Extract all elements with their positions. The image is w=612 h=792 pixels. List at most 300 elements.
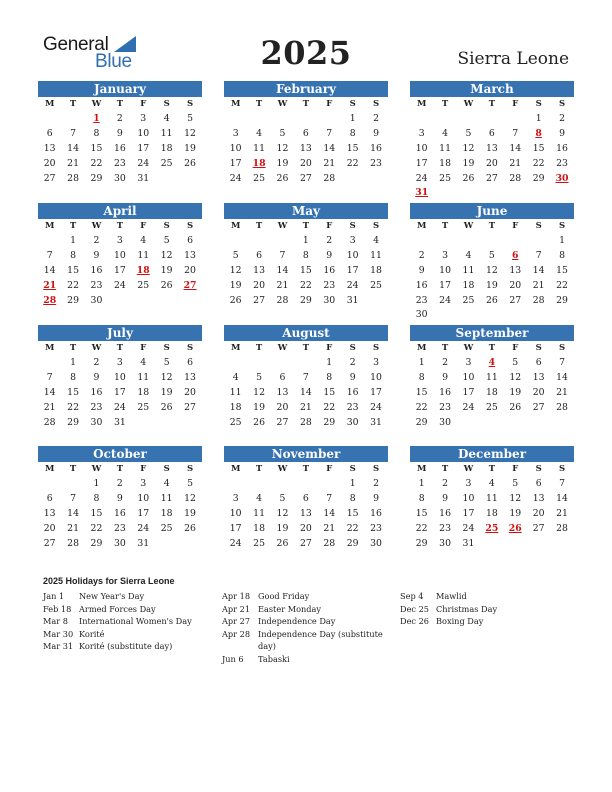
weekday-label: S (535, 343, 542, 353)
empty-cell (457, 233, 480, 248)
day-cell: 22 (299, 279, 312, 291)
day-cell: 17 (439, 279, 451, 291)
logo-blue-text: Blue (95, 51, 132, 72)
weekday-label: F (326, 464, 333, 474)
day-cell: 26 (184, 522, 196, 534)
day-cell: 6 (488, 127, 495, 139)
day-cell: 29 (415, 416, 428, 428)
day-cell: 7 (279, 249, 286, 261)
holiday-row (400, 590, 570, 603)
day-cell: 23 (556, 157, 568, 169)
day-cell: 2 (373, 478, 379, 489)
day-cell: 9 (418, 264, 425, 276)
day-cell: 4 (140, 357, 147, 368)
empty-cell (271, 476, 294, 491)
day-cell: 12 (160, 371, 173, 383)
day-cell: 9 (373, 127, 379, 139)
empty-cell (294, 111, 317, 126)
day-cell: 29 (323, 416, 336, 428)
day-cell: 2 (442, 357, 449, 368)
day-cell: 21 (323, 522, 336, 534)
day-cell: 15 (323, 386, 336, 398)
day-grid (38, 97, 202, 185)
day-cell: 6 (46, 127, 53, 139)
day-cell: 2 (373, 113, 379, 124)
weekday-label: M (230, 343, 241, 353)
day-cell: 26 (229, 294, 242, 306)
day-cell: 30 (90, 294, 103, 306)
day-cell: 8 (418, 492, 425, 504)
holiday-row (43, 615, 213, 628)
holiday-day: 30 (555, 172, 569, 184)
day-cell: 21 (299, 401, 312, 413)
day-cell: 16 (323, 264, 336, 276)
weekday-label: T (441, 343, 449, 353)
weekday-label: M (416, 99, 427, 109)
empty-cell (224, 233, 247, 248)
day-cell: 25 (160, 157, 173, 169)
day-cell: 31 (137, 537, 150, 549)
empty-cell (504, 111, 527, 126)
day-cell: 24 (462, 522, 475, 534)
day-cell: 21 (323, 157, 336, 169)
day-cell: 7 (70, 127, 77, 139)
weekday-label: T (302, 343, 310, 353)
day-cell: 4 (256, 492, 263, 504)
month-august (224, 325, 388, 429)
day-cell: 16 (556, 142, 568, 154)
day-cell: 16 (439, 386, 451, 398)
empty-cell (247, 476, 270, 491)
day-cell: 17 (113, 386, 126, 398)
day-cell: 10 (415, 142, 428, 154)
day-cell: 19 (509, 507, 522, 519)
day-cell: 11 (137, 371, 150, 383)
day-cell: 8 (302, 249, 309, 261)
day-cell: 13 (276, 386, 289, 398)
day-cell: 31 (137, 172, 150, 184)
day-cell: 28 (276, 294, 289, 306)
day-cell: 24 (229, 172, 242, 184)
weekday-label: S (349, 221, 356, 231)
weekday-label: W (463, 343, 474, 353)
weekday-label: W (463, 99, 474, 109)
day-cell: 26 (160, 401, 173, 413)
holiday-day: 25 (485, 522, 499, 534)
day-cell: 15 (532, 142, 545, 154)
day-cell: 23 (90, 401, 103, 413)
day-cell: 30 (415, 309, 428, 321)
day-cell: 22 (415, 522, 428, 534)
weekday-label: T (116, 221, 124, 231)
weekday-label: M (416, 343, 427, 353)
month-february (224, 81, 388, 185)
empty-cell (271, 111, 294, 126)
weekday-label: S (558, 221, 566, 231)
day-cell: 2 (93, 357, 100, 368)
day-cell: 8 (559, 249, 565, 261)
day-cell: 10 (370, 371, 382, 383)
day-cell: 24 (229, 537, 242, 549)
day-cell: 20 (532, 386, 545, 398)
month-header: May (224, 203, 388, 219)
day-grid (410, 462, 574, 550)
empty-cell (61, 111, 84, 126)
day-cell: 19 (276, 522, 289, 534)
day-cell: 7 (302, 371, 309, 383)
day-cell: 17 (229, 157, 242, 169)
day-cell: 25 (439, 172, 451, 184)
weekday-label: M (416, 464, 427, 474)
day-cell: 5 (279, 492, 286, 504)
day-cell: 21 (67, 157, 79, 169)
day-cell: 14 (556, 492, 568, 504)
day-cell: 17 (137, 507, 150, 519)
day-cell: 29 (67, 294, 79, 306)
day-cell: 7 (46, 371, 53, 383)
day-cell: 2 (116, 113, 123, 124)
day-cell: 20 (509, 279, 522, 291)
day-grid (38, 341, 202, 429)
day-cell: 17 (346, 264, 359, 276)
day-cell: 28 (299, 416, 312, 428)
day-cell: 14 (323, 507, 336, 519)
empty-cell (318, 476, 341, 491)
day-cell: 22 (67, 401, 79, 413)
holiday-day: 28 (43, 294, 57, 306)
holiday-column (400, 590, 570, 628)
day-cell: 15 (556, 264, 568, 276)
day-cell: 11 (253, 507, 265, 519)
day-cell: 1 (418, 357, 425, 368)
day-cell: 27 (509, 294, 522, 306)
day-cell: 2 (418, 249, 425, 261)
weekday-label: T (302, 221, 310, 231)
holiday-date: Mar 30 (43, 628, 74, 639)
day-cell: 15 (90, 507, 103, 519)
day-cell: 26 (276, 172, 289, 184)
day-cell: 23 (113, 157, 126, 169)
weekday-label: S (558, 464, 566, 474)
day-cell: 14 (43, 386, 56, 398)
day-cell: 4 (140, 235, 147, 246)
day-cell: 11 (439, 142, 451, 154)
weekday-label: S (349, 464, 356, 474)
empty-cell (294, 355, 317, 370)
day-grid (410, 97, 574, 200)
holiday-name: Independence Day (258, 616, 336, 626)
holiday-day: 26 (508, 522, 522, 534)
day-cell: 22 (67, 279, 79, 291)
day-cell: 9 (116, 492, 123, 504)
day-cell: 13 (532, 371, 545, 383)
day-cell: 28 (67, 537, 79, 549)
day-cell: 23 (415, 294, 428, 306)
weekday-label: W (91, 99, 102, 109)
weekday-label: W (91, 343, 102, 353)
day-cell: 4 (373, 235, 379, 246)
empty-cell (480, 233, 503, 248)
day-cell: 27 (299, 172, 312, 184)
day-cell: 4 (465, 249, 472, 261)
day-cell: 10 (113, 371, 126, 383)
day-cell: 25 (462, 294, 475, 306)
day-grid (224, 462, 388, 550)
day-cell: 9 (326, 249, 333, 261)
month-header: September (410, 325, 574, 341)
day-cell: 9 (349, 371, 356, 383)
day-cell: 10 (439, 264, 451, 276)
day-cell: 25 (370, 279, 382, 291)
day-cell: 13 (532, 492, 545, 504)
day-cell: 22 (532, 157, 545, 169)
day-grid (224, 97, 388, 185)
weekday-label: M (44, 99, 55, 109)
day-cell: 14 (276, 264, 289, 276)
weekday-label: F (326, 99, 333, 109)
day-cell: 2 (116, 478, 123, 489)
month-may (224, 203, 388, 307)
weekday-label: S (558, 99, 566, 109)
month-header: November (224, 446, 388, 462)
day-cell: 1 (70, 357, 77, 368)
day-cell: 26 (509, 401, 522, 413)
day-cell: 12 (276, 142, 289, 154)
day-cell: 14 (43, 264, 56, 276)
weekday-label: W (277, 343, 288, 353)
month-header: June (410, 203, 574, 219)
day-cell: 18 (370, 264, 382, 276)
country-name: Sierra Leone (457, 49, 569, 69)
day-cell: 14 (67, 142, 79, 154)
day-cell: 5 (465, 127, 472, 139)
day-cell: 28 (43, 416, 56, 428)
day-cell: 24 (113, 279, 126, 291)
empty-cell (410, 233, 433, 248)
weekday-label: M (44, 221, 55, 231)
day-cell: 3 (373, 357, 379, 368)
weekday-label: S (163, 464, 170, 474)
day-cell: 5 (279, 127, 286, 139)
day-cell: 24 (137, 157, 150, 169)
weekday-label: F (140, 464, 147, 474)
day-cell: 1 (349, 478, 356, 489)
day-cell: 13 (184, 249, 196, 261)
empty-cell (247, 111, 270, 126)
day-cell: 13 (509, 264, 522, 276)
weekday-label: S (186, 221, 194, 231)
day-cell: 2 (559, 113, 565, 124)
empty-cell (247, 355, 270, 370)
day-cell: 13 (299, 142, 312, 154)
day-cell: 12 (184, 127, 196, 139)
weekday-label: F (140, 99, 147, 109)
day-cell: 5 (512, 478, 519, 489)
day-cell: 4 (163, 113, 170, 124)
day-cell: 28 (532, 294, 545, 306)
empty-cell (38, 355, 61, 370)
day-cell: 12 (485, 264, 498, 276)
day-cell: 31 (113, 416, 126, 428)
month-december (410, 446, 574, 550)
day-cell: 8 (70, 249, 77, 261)
day-cell: 21 (532, 279, 545, 291)
day-cell: 20 (276, 401, 289, 413)
weekday-label: T (441, 221, 449, 231)
day-cell: 12 (462, 142, 475, 154)
day-cell: 20 (184, 386, 196, 398)
day-cell: 20 (485, 157, 498, 169)
day-cell: 23 (439, 522, 451, 534)
day-cell: 22 (90, 522, 103, 534)
day-cell: 12 (276, 507, 289, 519)
day-cell: 1 (302, 235, 309, 246)
day-cell: 16 (90, 264, 103, 276)
day-grid (410, 219, 574, 322)
day-cell: 12 (253, 386, 265, 398)
day-cell: 1 (349, 113, 356, 124)
day-cell: 19 (160, 386, 173, 398)
day-cell: 16 (370, 142, 382, 154)
day-cell: 12 (509, 492, 522, 504)
day-cell: 30 (113, 172, 126, 184)
holiday-name: Boxing Day (436, 616, 484, 626)
holiday-name: Armed Forces Day (79, 603, 156, 614)
weekday-label: M (44, 343, 55, 353)
day-cell: 7 (326, 492, 333, 504)
day-cell: 11 (485, 371, 498, 383)
day-cell: 18 (160, 142, 173, 154)
weekday-label: T (116, 343, 124, 353)
empty-cell (247, 233, 270, 248)
day-cell: 5 (163, 357, 170, 368)
holiday-name: Independence Day (substitute day) (258, 628, 383, 651)
day-cell: 8 (326, 371, 333, 383)
day-cell: 6 (256, 249, 263, 261)
day-cell: 27 (253, 294, 265, 306)
empty-cell (527, 233, 550, 248)
day-cell: 19 (462, 157, 475, 169)
day-cell: 31 (346, 294, 359, 306)
day-cell: 6 (535, 357, 542, 368)
month-header: October (38, 446, 202, 462)
weekday-label: T (255, 99, 263, 109)
day-cell: 5 (232, 249, 239, 261)
day-cell: 2 (326, 235, 333, 246)
day-cell: 1 (559, 235, 565, 246)
day-cell: 10 (462, 492, 475, 504)
weekday-label: W (463, 221, 474, 231)
month-march (410, 81, 574, 200)
day-cell: 30 (90, 416, 103, 428)
holiday-row (222, 603, 392, 616)
weekday-label: M (44, 464, 55, 474)
day-cell: 29 (346, 537, 359, 549)
day-cell: 30 (113, 537, 126, 549)
day-cell: 25 (229, 416, 242, 428)
day-cell: 12 (229, 264, 242, 276)
day-cell: 26 (160, 279, 173, 291)
day-cell: 7 (559, 478, 565, 489)
weekday-label: S (163, 221, 170, 231)
day-cell: 21 (556, 386, 568, 398)
day-cell: 29 (532, 172, 545, 184)
day-cell: 18 (253, 522, 265, 534)
weekday-label: T (69, 343, 77, 353)
day-cell: 3 (442, 249, 449, 261)
day-cell: 13 (253, 264, 265, 276)
day-cell: 16 (439, 507, 451, 519)
page-title-year: 2025 (260, 34, 352, 72)
holiday-row (43, 590, 213, 603)
holiday-row (222, 653, 392, 666)
empty-cell (318, 111, 341, 126)
empty-cell (271, 355, 294, 370)
empty-cell (410, 111, 433, 126)
day-cell: 9 (373, 492, 379, 504)
day-cell: 26 (253, 416, 265, 428)
day-cell: 29 (299, 294, 312, 306)
day-cell: 24 (346, 279, 359, 291)
weekday-label: T (255, 221, 263, 231)
holiday-day: 18 (136, 264, 150, 276)
day-cell: 9 (93, 371, 100, 383)
holiday-row (400, 615, 570, 628)
weekday-label: S (535, 464, 542, 474)
day-cell: 27 (485, 172, 498, 184)
day-cell: 14 (509, 142, 522, 154)
weekday-label: F (512, 464, 519, 474)
day-cell: 27 (276, 416, 289, 428)
day-cell: 8 (349, 492, 356, 504)
day-cell: 30 (323, 294, 336, 306)
day-cell: 15 (67, 264, 79, 276)
day-cell: 20 (299, 157, 312, 169)
day-cell: 3 (349, 235, 356, 246)
day-cell: 3 (140, 113, 147, 124)
weekday-label: T (116, 99, 124, 109)
holiday-row (43, 603, 213, 616)
holiday-date: Feb 18 (43, 603, 72, 614)
day-cell: 29 (90, 172, 103, 184)
holiday-date: Dec 25 (400, 603, 430, 614)
day-cell: 2 (349, 357, 356, 368)
day-cell: 24 (370, 401, 382, 413)
day-cell: 28 (323, 537, 336, 549)
day-cell: 6 (187, 357, 193, 368)
day-cell: 6 (302, 127, 309, 139)
day-cell: 24 (137, 522, 150, 534)
holiday-day: 6 (512, 249, 519, 261)
day-cell: 27 (184, 401, 196, 413)
holiday-column (222, 590, 392, 665)
day-cell: 22 (346, 522, 359, 534)
day-cell: 7 (46, 249, 53, 261)
day-grid (224, 341, 388, 429)
day-cell: 28 (556, 522, 568, 534)
day-cell: 17 (415, 157, 428, 169)
weekday-label: T (69, 99, 77, 109)
holiday-date: Mar 8 (43, 616, 68, 626)
weekday-label: M (230, 464, 241, 474)
day-cell: 4 (488, 478, 495, 489)
holiday-date: Apr 27 (222, 616, 251, 626)
day-cell: 18 (462, 279, 475, 291)
day-cell: 7 (70, 492, 77, 504)
day-cell: 24 (439, 294, 451, 306)
day-cell: 30 (439, 416, 451, 428)
weekday-label: T (488, 464, 496, 474)
